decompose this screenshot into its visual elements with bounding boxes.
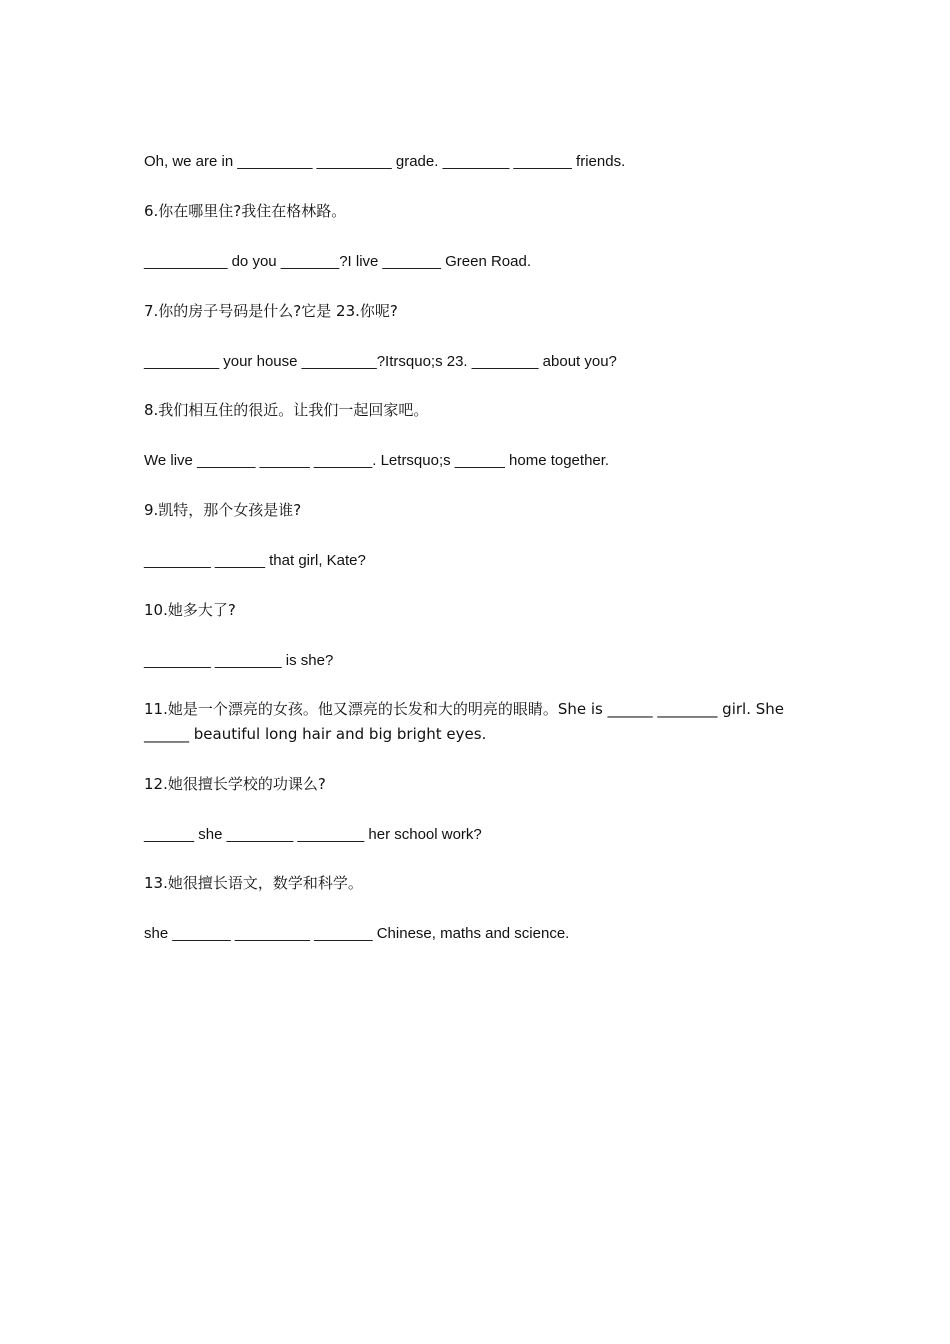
question-9: 9.凯特，那个女孩是谁? [144,501,302,519]
question-10: 10.她多大了? [144,601,236,619]
answer-line-7: _________ your house _________?Itrsquo;s 23. ________ about you? [144,353,617,370]
question-6: 6.你在哪里住?我住在格林路。 [144,202,347,220]
answer-line-8: We live _______ ______ _______. Letrsquo;s ______ home together. [144,452,610,469]
question-8: 8.我们相互住的很近。让我们一起回家吧。 [144,401,429,419]
question-13: 13.她很擅长语文，数学和科学。 [144,874,363,892]
question-7: 7.你的房子号码是什么?它是 23.你呢? [144,302,398,320]
question-12: 12.她很擅长学校的功课么? [144,775,326,793]
answer-line-13: she _______ _________ _______ Chinese, maths and science. [144,925,570,942]
answer-line-5: Oh, we are in _________ _________ grade. ________ _______ friends. [144,153,626,170]
answer-line-12: ______ she ________ ________ her school work? [144,826,482,843]
answer-line-10: ________ ________ is she? [144,652,334,669]
answer-line-6: __________ do you _______?I live _______ Green Road. [144,253,531,270]
question-11: 11.她是一个漂亮的女孩。他又漂亮的长发和大的明亮的眼睛。She is ______ ________ girl. She ______ beautiful long hair and big bright eyes. [144,700,784,743]
answer-line-9: ________ ______ that girl, Kate? [144,552,366,569]
